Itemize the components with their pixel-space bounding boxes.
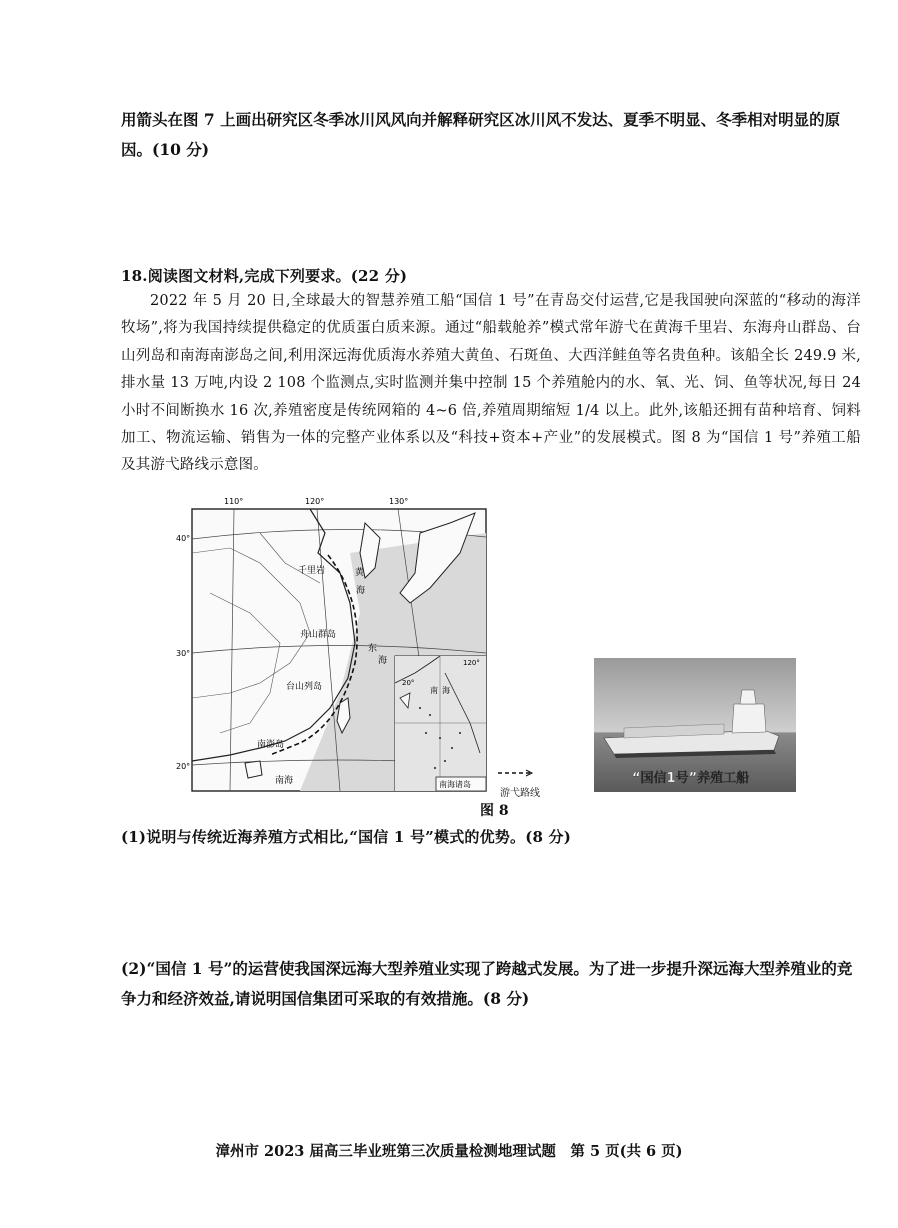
inset-sea-label: 南 [430, 686, 438, 695]
lat-label-30: 30° [176, 649, 191, 658]
label-hai2: 海 [378, 656, 388, 666]
sub-question-2: (2)“国信 1 号”的运营使我国深远海大型养殖业实现了跨越式发展。为了进一步提升深远海大型养殖业的竞争力和经济效益,请说明国信集团可采取的有效措施。(8 分) [121, 959, 853, 1008]
inset-sea-label-2: 海 [442, 686, 450, 695]
label-nanpeng: 南澎岛 [257, 740, 285, 750]
label-qianliyan: 千里岩 [298, 566, 326, 576]
label-dong: 东 [368, 644, 378, 654]
label-huang: 黄 [355, 568, 365, 578]
ship-photo [594, 658, 796, 792]
inset-lat-label: 20° [402, 679, 415, 687]
question-18-material: 2022 年 5 月 20 日,全球最大的智慧养殖工船“国信 1 号”在青岛交付运营,它是我国驶向深蓝的“移动的海洋牧场”,将为我国持续提供稳定的优质蛋白质来源。通过“船载舱养”模式常年游弋在黄海千里岩、东海舟山群岛、台山列岛和南海南澎岛之间,利用深远海优质海水养殖大黄鱼、石斑鱼、大西洋鲑鱼等名贵鱼种。该船全长 249.9 米,排水量 13 万吨,内设 2 108 个监测点,实时监测并集中控制 15 个养殖舱内的水、氧、光、饲、鱼等状况,每日 24 小时不间断换水 16 次,养殖密度是传统网箱的 4~6 倍,养殖周期缩短 1/4 以上。此外,该船还拥有苗种培育、饲料加工、物流运输、销售为一体的完整产业体系以及“科技+资本+产业”的发展模式。图 8 为“国信 1 号”养殖工船及其游弋路线示意图。 [121, 293, 861, 474]
inset-lon-label: 120° [463, 659, 480, 667]
figure-caption: 图 8 [480, 803, 509, 819]
label-hai1: 海 [356, 586, 366, 596]
photo-label: “国信1号”养殖工船 [632, 771, 750, 786]
legend-label: 游弋路线 [500, 788, 540, 799]
lat-label-40: 40° [176, 534, 191, 543]
label-taishan: 台山列岛 [286, 682, 323, 692]
lon-label-120: 120° [305, 497, 325, 506]
question-17-continuation: 用箭头在图 7 上画出研究区冬季冰川风风向并解释研究区冰川风不发达、夏季不明显、冬季相对明显的原因。(10 分) [121, 110, 841, 159]
route-map [176, 493, 546, 801]
question-18-title: 18.阅读图文材料,完成下列要求。(22 分) [121, 267, 408, 285]
inset-label: 南海诸岛 [439, 780, 471, 789]
lon-label-110: 110° [224, 497, 244, 506]
page-footer: 漳州市 2023 届高三毕业班第三次质量检测地理试题 第 5 页(共 6 页) [215, 1143, 683, 1160]
label-nanhai-main: 南海 [275, 776, 294, 786]
sub-question-1: (1)说明与传统近海养殖方式相比,“国信 1 号”模式的优势。(8 分) [121, 828, 572, 846]
label-zhoushan: 舟山群岛 [300, 630, 337, 640]
lat-label-20: 20° [176, 762, 191, 771]
lon-label-130: 130° [389, 497, 409, 506]
